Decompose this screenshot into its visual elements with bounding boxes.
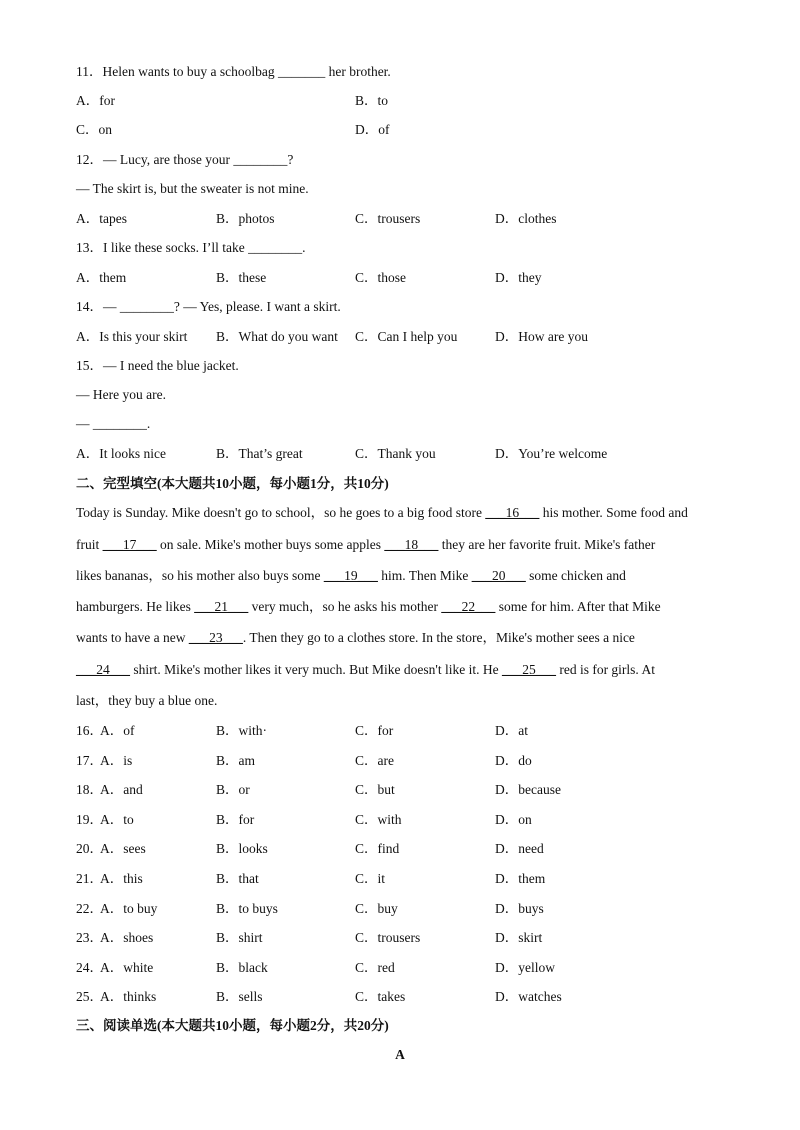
- cloze-option-d: D．yellow: [495, 960, 555, 975]
- cloze-option-a: A．thinks: [100, 989, 157, 1004]
- cloze-option-d: D．them: [495, 871, 546, 886]
- cloze-option-c: C．takes: [355, 989, 406, 1004]
- section-3-heading: 三、阅读单选(本大题共10小题，每小题2分，共20分): [76, 1018, 389, 1033]
- blank-20: ___20___: [471, 568, 526, 583]
- cloze-option-d: D．buys: [495, 901, 544, 916]
- question-11-option-a: A．for: [76, 93, 115, 108]
- passage-text: on sale. Mike's mother buys some apples: [156, 537, 385, 552]
- cloze-option-c: C．but: [355, 782, 395, 797]
- cloze-question-number: 22．: [76, 901, 103, 916]
- cloze-option-a: A．of: [100, 723, 135, 738]
- question-11-option-b: B．to: [355, 93, 389, 108]
- question-14-stem: 14．— ________? — Yes, please. I want a skirt.: [76, 299, 341, 314]
- question-15-reply-2: — ________.: [76, 416, 151, 431]
- cloze-option-c: C．find: [355, 841, 400, 856]
- cloze-option-b: B．black: [216, 960, 268, 975]
- cloze-question-number: 21．: [76, 871, 103, 886]
- passage-line-2: [76, 536, 655, 554]
- question-12-option-c: C．trousers: [355, 211, 421, 226]
- blank-24: ___24___: [76, 662, 130, 677]
- passage-text: likes bananas，so his mother also buys some: [76, 568, 324, 583]
- cloze-option-c: C．it: [355, 871, 386, 886]
- cloze-option-a: A．white: [100, 960, 154, 975]
- section-2-heading: 二、完型填空(本大题共10小题，每小题1分，共10分): [76, 476, 389, 491]
- cloze-question-number: 25．: [76, 989, 103, 1004]
- passage-text: hamburgers. He likes: [76, 599, 195, 614]
- cloze-option-a: A．to: [100, 812, 134, 827]
- passage-text: wants to have a new: [76, 630, 189, 645]
- cloze-question-number: 16．: [76, 723, 103, 738]
- question-13-stem: 13．I like these socks. I’ll take ________.: [76, 240, 306, 255]
- cloze-option-c: C．trousers: [355, 930, 421, 945]
- question-14-option-d: D．How are you: [495, 329, 588, 344]
- cloze-option-d: D．on: [495, 812, 532, 827]
- blank-22: ___22___: [441, 599, 496, 614]
- passage-text: last，they buy a blue one.: [76, 693, 218, 708]
- question-13-option-a: A．them: [76, 270, 127, 285]
- cloze-question-number: 18．: [76, 782, 103, 797]
- passage-text: his mother. Some food and: [539, 505, 688, 520]
- cloze-option-b: B．for: [216, 812, 255, 827]
- question-13-option-d: D．they: [495, 270, 542, 285]
- cloze-question-number: 24．: [76, 960, 103, 975]
- question-11-stem: 11．Helen wants to buy a schoolbag _______ her brother.: [76, 64, 391, 79]
- passage-text: . Then they go to a clothes store. In the store，Mike's mother sees a nice: [242, 630, 635, 645]
- passage-label: A: [395, 1047, 405, 1062]
- question-12-option-a: A．tapes: [76, 211, 127, 226]
- question-15-option-b: B．That’s great: [216, 446, 303, 461]
- cloze-option-b: B．that: [216, 871, 259, 886]
- cloze-option-d: D．do: [495, 753, 532, 768]
- cloze-option-c: C．buy: [355, 901, 398, 916]
- blank-23: ___23___: [188, 630, 243, 645]
- passage-text: they are her favorite fruit. Mike's father: [438, 537, 656, 552]
- cloze-option-a: A．shoes: [100, 930, 154, 945]
- question-15-option-a: A．It looks nice: [76, 446, 166, 461]
- cloze-option-b: B．am: [216, 753, 255, 768]
- question-14-option-b: B．What do you want: [216, 329, 338, 344]
- passage-text: Today is Sunday. Mike doesn't go to school，so he goes to a big food store: [76, 505, 486, 520]
- passage-text: some for him. After that Mike: [495, 599, 661, 614]
- cloze-option-b: B．with·: [216, 723, 268, 738]
- passage-text: some chicken and: [525, 568, 626, 583]
- question-15-stem: 15．— I need the blue jacket.: [76, 358, 239, 373]
- question-13-option-b: B．these: [216, 270, 267, 285]
- blank-19: ___19___: [323, 568, 378, 583]
- question-13-option-c: C．those: [355, 270, 407, 285]
- blank-16: ___16___: [485, 505, 540, 520]
- cloze-option-c: C．for: [355, 723, 394, 738]
- passage-text: red is for girls. At: [555, 662, 655, 677]
- cloze-question-number: 23．: [76, 930, 103, 945]
- question-12-reply: — The skirt is, but the sweater is not mine.: [76, 181, 309, 196]
- passage-text: fruit: [76, 537, 103, 552]
- question-11-option-c: C．on: [76, 122, 113, 137]
- question-12-stem: 12．— Lucy, are those your ________?: [76, 152, 294, 167]
- question-12-option-d: D．clothes: [495, 211, 557, 226]
- cloze-option-c: C．are: [355, 753, 394, 768]
- question-11-option-d: D．of: [355, 122, 390, 137]
- blank-17: ___17___: [102, 537, 157, 552]
- cloze-option-a: A．and: [100, 782, 143, 797]
- cloze-option-c: C．red: [355, 960, 395, 975]
- passage-line-5: [76, 629, 635, 647]
- cloze-question-number: 20．: [76, 841, 103, 856]
- cloze-option-b: B．or: [216, 782, 250, 797]
- cloze-option-a: A．to buy: [100, 901, 158, 916]
- cloze-option-b: B．shirt: [216, 930, 263, 945]
- blank-21: ___21___: [194, 599, 249, 614]
- passage-line-6: [76, 661, 655, 679]
- cloze-option-d: D．watches: [495, 989, 562, 1004]
- cloze-option-a: A．sees: [100, 841, 146, 856]
- cloze-option-d: D．at: [495, 723, 528, 738]
- question-12-option-b: B．photos: [216, 211, 275, 226]
- blank-18: ___18___: [384, 537, 439, 552]
- cloze-question-number: 19．: [76, 812, 103, 827]
- passage-text: very much，so he asks his mother: [248, 599, 442, 614]
- passage-line-7: [76, 692, 217, 710]
- passage-line-1: [76, 504, 688, 522]
- cloze-option-d: D．skirt: [495, 930, 543, 945]
- question-15-option-c: C．Thank you: [355, 446, 436, 461]
- question-14-option-a: A．Is this your skirt: [76, 329, 188, 344]
- cloze-option-b: B．looks: [216, 841, 268, 856]
- cloze-option-c: C．with: [355, 812, 402, 827]
- cloze-question-number: 17．: [76, 753, 103, 768]
- blank-25: ___25___: [501, 662, 556, 677]
- question-15-reply-1: — Here you are.: [76, 387, 166, 402]
- question-15-option-d: D．You’re welcome: [495, 446, 608, 461]
- passage-text: shirt. Mike's mother likes it very much. But Mike doesn't like it. He: [130, 662, 502, 677]
- passage-text: him. Then Mike: [377, 568, 472, 583]
- cloze-option-d: D．because: [495, 782, 561, 797]
- passage-line-3: [76, 567, 626, 585]
- cloze-option-b: B．sells: [216, 989, 263, 1004]
- cloze-option-b: B．to buys: [216, 901, 278, 916]
- passage-line-4: [76, 598, 661, 616]
- cloze-option-a: A．is: [100, 753, 133, 768]
- cloze-option-a: A．this: [100, 871, 143, 886]
- question-14-option-c: C．Can I help you: [355, 329, 458, 344]
- cloze-option-d: D．need: [495, 841, 544, 856]
